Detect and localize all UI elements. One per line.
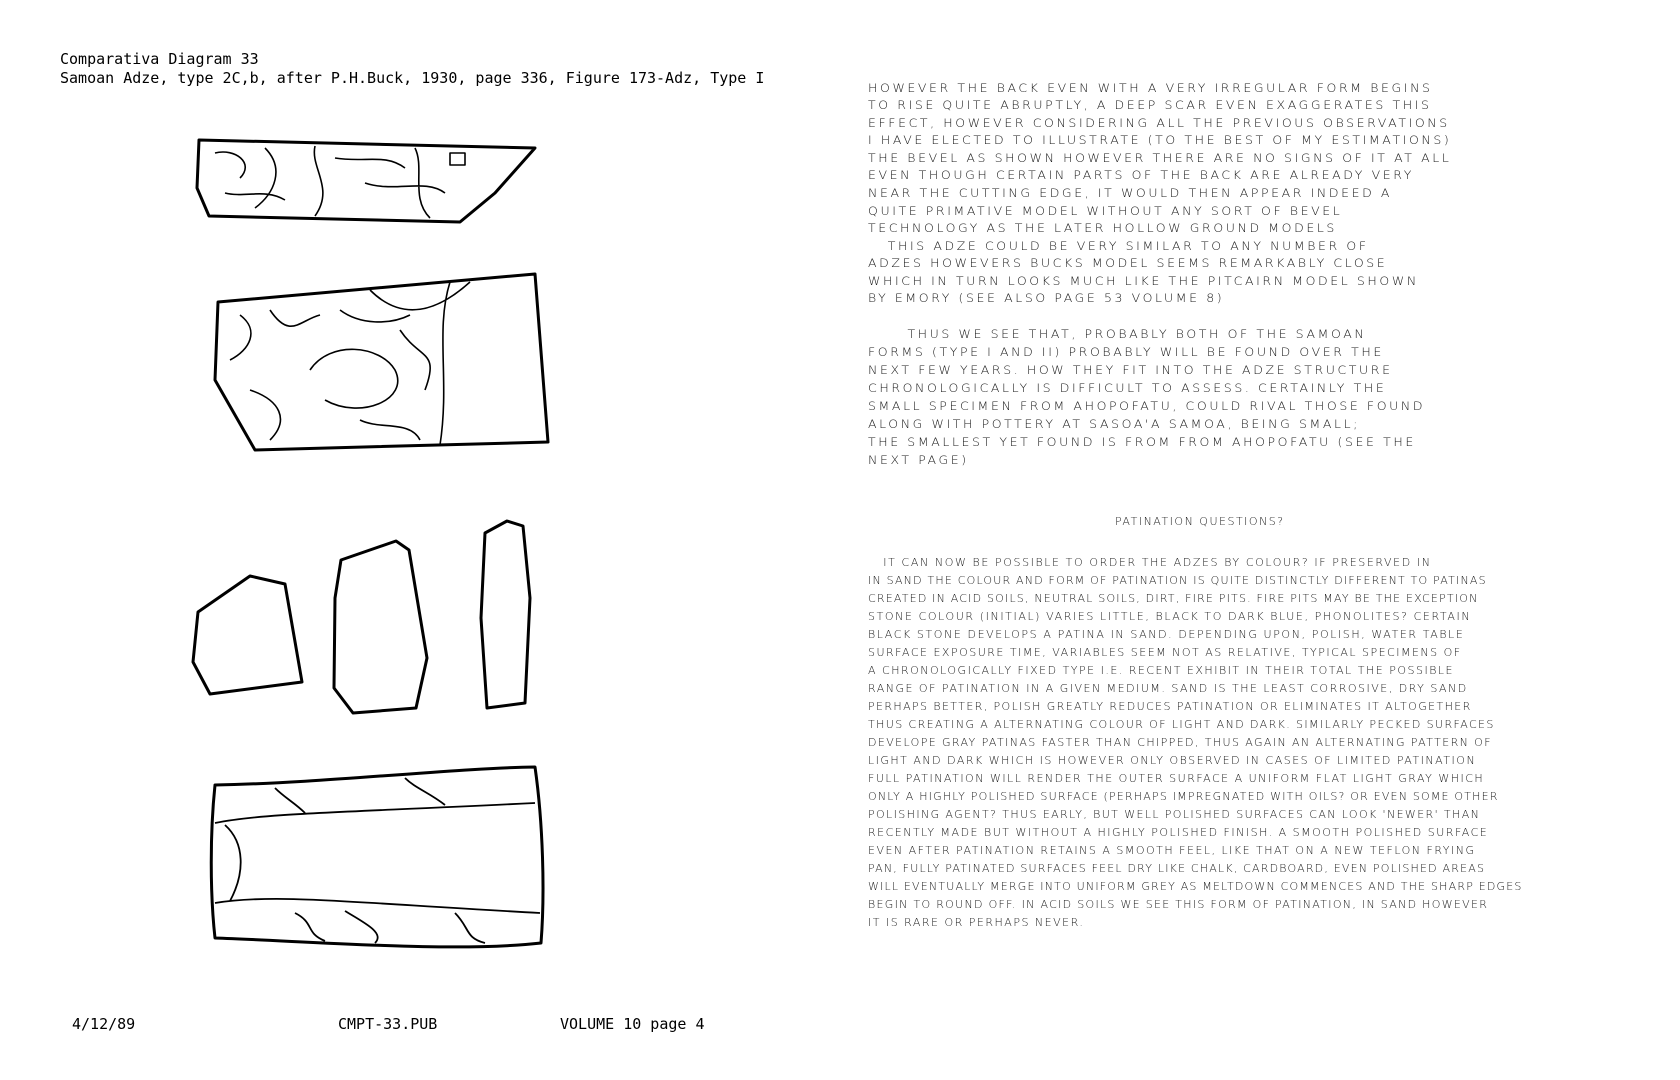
note-line: ADZES HOWEVERS BUCKS MODEL SEEMS REMARKABLY CLOSE: [868, 255, 1388, 270]
note-line: SMALL SPECIMEN FROM AHOPOFATU, COULD RIVAL THOSE FOUND: [868, 398, 1426, 413]
adze-back-view-drawing: [205, 763, 550, 957]
note-line: POLISHING AGENT? THUS EARLY, BUT WELL POLISHED SURFACES CAN LOOK 'NEWER' THAN: [868, 808, 1481, 821]
adze-front-view-drawing: [210, 270, 550, 452]
note-line: THUS CREATING A ALTERNATING COLOUR OF LIGHT AND DARK. SIMILARLY PECKED SURFACES: [868, 718, 1495, 731]
adze-side-view-drawing: [195, 138, 540, 226]
note-line: THE SMALLEST YET FOUND IS FROM FROM AHOPOFATU (SEE THE: [868, 434, 1416, 449]
diagram-title: Comparativa Diagram 33: [60, 50, 259, 68]
diagram-subtitle: Samoan Adze, type 2C,b, after P.H.Buck, 1930, page 336, Figure 173-Adz, Type I: [60, 69, 765, 87]
note-line: THIS ADZE COULD BE VERY SIMILAR TO ANY NUMBER OF: [868, 238, 1369, 253]
note-line: THE BEVEL AS SHOWN HOWEVER THERE ARE NO SIGNS OF IT AT ALL: [868, 150, 1452, 165]
note-line: FORMS (TYPE I AND II) PROBABLY WILL BE FOUND OVER THE: [868, 344, 1384, 359]
note-line: TO RISE QUITE ABRUPTLY, A DEEP SCAR EVEN EXAGGERATES THIS: [868, 97, 1432, 112]
note-line: FULL PATINATION WILL RENDER THE OUTER SURFACE A UNIFORM FLAT LIGHT GRAY WHICH: [868, 772, 1485, 785]
note-line: TECHNOLOGY AS THE LATER HOLLOW GROUND MODELS: [868, 220, 1337, 235]
note-line: BEGIN TO ROUND OFF. IN ACID SOILS WE SEE THIS FORM OF PATINATION, IN SAND HOWEVER: [868, 898, 1489, 911]
note-line: BY EMORY (SEE ALSO PAGE 53 VOLUME 8): [868, 290, 1225, 305]
note-line: CREATED IN ACID SOILS, NEUTRAL SOILS, DIRT, FIRE PITS. FIRE PITS MAY BE THE EXCEPTION: [868, 592, 1479, 605]
note-line: SURFACE EXPOSURE TIME, VARIABLES SEEM NOT AS RELATIVE, TYPICAL SPECIMENS OF: [868, 646, 1462, 659]
note-line: WHICH IN TURN LOOKS MUCH LIKE THE PITCAIRN MODEL SHOWN: [868, 273, 1419, 288]
patination-heading: PATINATION QUESTIONS?: [1115, 515, 1285, 528]
note-line: DEVELOPE GRAY PATINAS FASTER THAN CHIPPED, THUS AGAIN AN ALTERNATING PATTERN OF: [868, 736, 1492, 749]
note-line: THUS WE SEE THAT, PROBABLY BOTH OF THE SAMOAN: [868, 326, 1367, 341]
note-line: PAN, FULLY PATINATED SURFACES FEEL DRY LIKE CHALK, CARDBOARD, EVEN POLISHED AREAS: [868, 862, 1486, 875]
note-line: RECENTLY MADE BUT WITHOUT A HIGHLY POLISHED FINISH. A SMOOTH POLISHED SURFACE: [868, 826, 1489, 839]
footer-date: 4/12/89: [72, 1015, 136, 1033]
note-line: IT IS RARE OR PERHAPS NEVER.: [868, 916, 1085, 929]
adze-cross-section-small-drawing: [190, 572, 305, 700]
note-line: STONE COLOUR (INITIAL) VARIES LITTLE, BLACK TO DARK BLUE, PHONOLITES? CERTAIN: [868, 610, 1472, 623]
note-line: NEXT FEW YEARS. HOW THEY FIT INTO THE ADZE STRUCTURE: [868, 362, 1393, 377]
note-line: BLACK STONE DEVELOPS A PATINA IN SAND. DEPENDING UPON, POLISH, WATER TABLE: [868, 628, 1465, 641]
note-line: RANGE OF PATINATION IN A GIVEN MEDIUM. SAND IS THE LEAST CORROSIVE, DRY SAND: [868, 682, 1468, 695]
note-line: QUITE PRIMATIVE MODEL WITHOUT ANY SORT OF BEVEL: [868, 203, 1343, 218]
note-line: EFFECT, HOWEVER CONSIDERING ALL THE PREVIOUS OBSERVATIONS: [868, 115, 1450, 130]
footer-filename: CMPT-33.PUB: [338, 1015, 438, 1033]
note-line: LIGHT AND DARK WHICH IS HOWEVER ONLY OBSERVED IN CASES OF LIMITED PATINATION: [868, 754, 1477, 767]
note-line: WILL EVENTUALLY MERGE INTO UNIFORM GREY AS MELTDOWN COMMENCES AND THE SHARP EDGES: [868, 880, 1523, 893]
note-line: IN SAND THE COLOUR AND FORM OF PATINATION IS QUITE DISTINCTLY DIFFERENT TO PATINAS: [868, 574, 1487, 587]
note-line: ALONG WITH POTTERY AT SASOA'A SAMOA, BEING SMALL;: [868, 416, 1360, 431]
note-line: HOWEVER THE BACK EVEN WITH A VERY IRREGULAR FORM BEGINS: [868, 80, 1433, 95]
note-line: EVEN AFTER PATINATION RETAINS A SMOOTH FEEL, LIKE THAT ON A NEW TEFLON FRYING: [868, 844, 1476, 857]
note-line: ONLY A HIGHLY POLISHED SURFACE (PERHAPS IMPREGNATED WITH OILS? OR EVEN SOME OTHER: [868, 790, 1499, 803]
note-line: NEAR THE CUTTING EDGE, IT WOULD THEN APPEAR INDEED A: [868, 185, 1393, 200]
adze-cross-section-medium-drawing: [331, 538, 431, 716]
adze-cross-section-narrow-drawing: [477, 518, 533, 712]
note-line: IT CAN NOW BE POSSIBLE TO ORDER THE ADZES BY COLOUR? IF PRESERVED IN: [868, 556, 1432, 569]
note-line: EVEN THOUGH CERTAIN PARTS OF THE BACK ARE ALREADY VERY: [868, 167, 1414, 182]
note-line: PERHAPS BETTER, POLISH GREATLY REDUCES PATINATION OR ELIMINATES IT ALTOGETHER: [868, 700, 1472, 713]
note-line: CHRONOLOGICALLY IS DIFFICULT TO ASSESS. CERTAINLY THE: [868, 380, 1387, 395]
note-line: A CHRONOLOGICALLY FIXED TYPE I.E. RECENT EXHIBIT IN THEIR TOTAL THE POSSIBLE: [868, 664, 1455, 677]
note-line: NEXT PAGE): [868, 452, 969, 467]
note-line: I HAVE ELECTED TO ILLUSTRATE (TO THE BEST OF MY ESTIMATIONS): [868, 132, 1452, 147]
footer-volume-page: VOLUME 10 page 4: [560, 1015, 705, 1033]
